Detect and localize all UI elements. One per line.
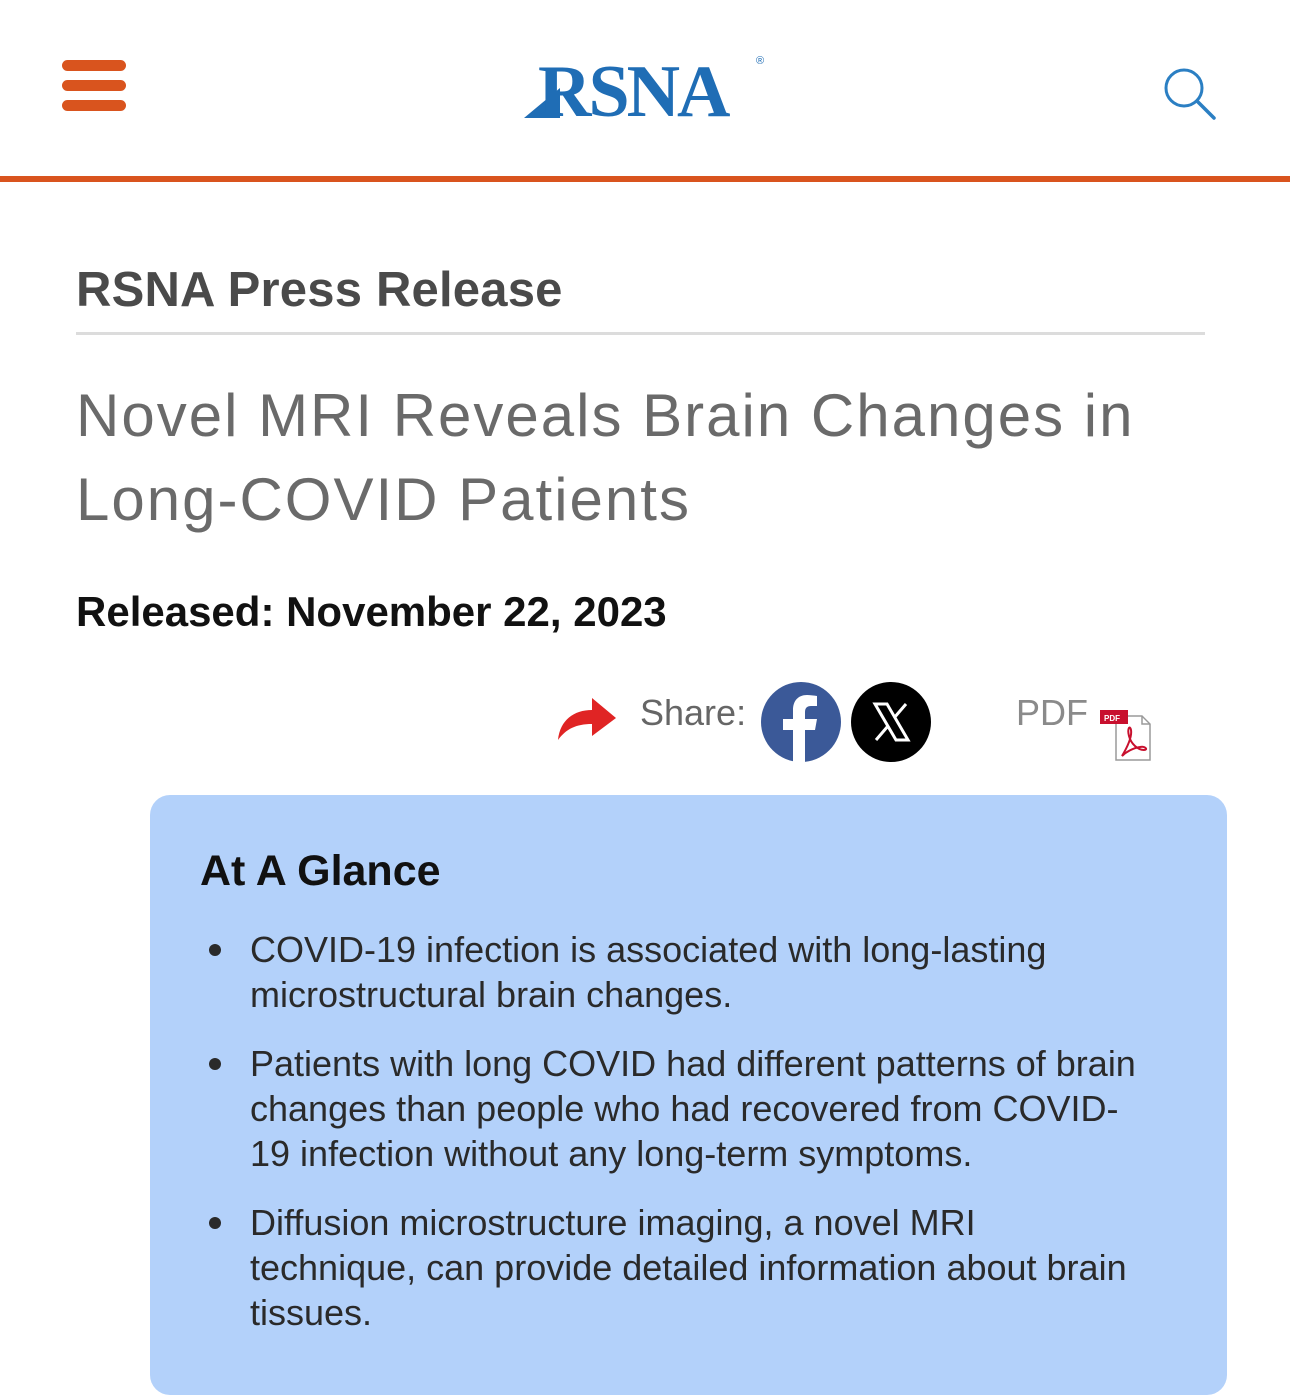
glance-list (200, 927, 1190, 1359)
hamburger-menu-icon[interactable] (62, 60, 126, 112)
site-header (0, 0, 1290, 176)
section-label: RSNA Press Release (76, 263, 563, 317)
logo-text: RSNA (538, 51, 728, 122)
list-item-line: changes than people who had recovered from COVID- (250, 1088, 1119, 1129)
bullet-icon (209, 944, 221, 956)
list-item-line: tissues. (250, 1292, 373, 1333)
x-share-button[interactable] (851, 682, 931, 762)
search-icon[interactable] (1160, 64, 1218, 122)
section-divider (76, 332, 1205, 335)
pdf-file-icon (1098, 710, 1152, 762)
list-item-line: 19 infection without any long-term symptoms. (250, 1133, 973, 1174)
release-date: Released: November 22, 2023 (76, 588, 667, 635)
share-arrow-icon (554, 696, 618, 744)
rsna-logo[interactable] (520, 50, 775, 122)
pdf-label: PDF (1016, 692, 1088, 733)
glance-title: At A Glance (200, 847, 441, 895)
header-divider (0, 176, 1290, 182)
facebook-icon (761, 682, 841, 762)
page-title-line: Novel MRI Reveals Brain Changes in (76, 382, 1135, 449)
list-item-line: Diffusion microstructure imaging, a novel MRI (250, 1202, 976, 1243)
bullet-icon (209, 1217, 221, 1229)
list-item (200, 1041, 1190, 1176)
share-bar (0, 680, 1290, 770)
list-item-line: COVID-19 infection is associated with long-lasting (250, 929, 1047, 970)
list-item (200, 1200, 1190, 1335)
page-title (76, 374, 1226, 542)
page-title-line: Long-COVID Patients (76, 466, 691, 533)
list-item-line: microstructural brain changes. (250, 974, 733, 1015)
share-label: Share: (640, 692, 747, 733)
bullet-icon (209, 1058, 221, 1070)
logo-registered-mark: ® (756, 55, 765, 67)
at-a-glance-box (150, 795, 1227, 1395)
list-item-line: Patients with long COVID had different patterns of brain (250, 1043, 1136, 1084)
list-item (200, 927, 1190, 1017)
svg-text:PDF: PDF (1104, 714, 1120, 723)
facebook-share-button[interactable] (761, 682, 841, 762)
pdf-download-link[interactable] (1016, 692, 1120, 734)
list-item-line: technique, can provide detailed information about brain (250, 1247, 1127, 1288)
x-twitter-icon (851, 682, 931, 762)
